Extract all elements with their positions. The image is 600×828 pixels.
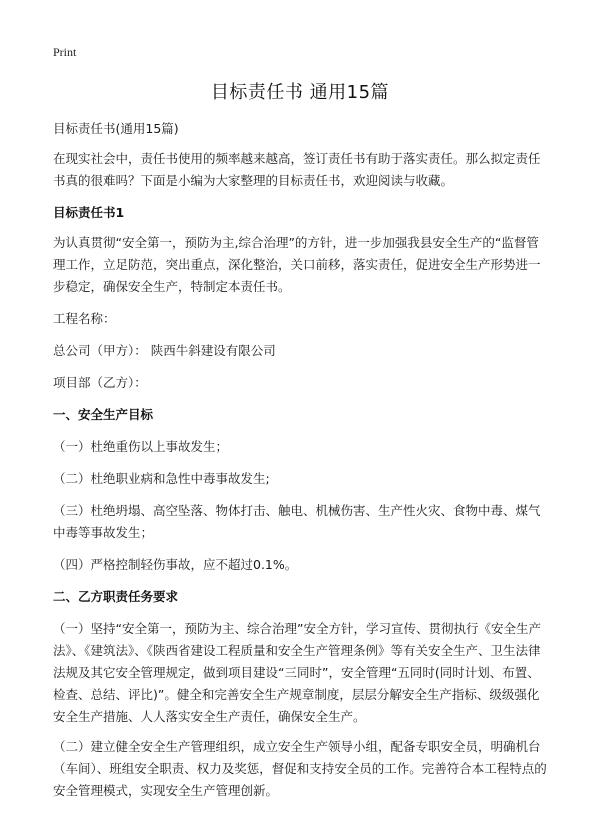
page-title: 目标责任书 通用15篇 [210, 82, 390, 103]
print-link[interactable]: Print [53, 45, 77, 59]
party-a-line: 总公司（甲方）： 陕西牛斜建设有限公司 [53, 343, 276, 358]
party-b-line: 项目部（乙方）： [53, 375, 147, 390]
heading-safety-goals: 一、安全生产目标 [53, 407, 154, 422]
section-heading: 目标责任书1 [53, 205, 125, 220]
document-body [53, 118, 548, 802]
document-subtitle: 目标责任书(通用15篇) [53, 121, 179, 136]
duty-item: （二）建立健全安全生产管理组织，成立安全生产领导小组，配备专职安全员，明确机台（车间）、班组安全职责、权力及奖惩，督促和支持安全员的工作。完善符合本工程特点的安全管理模式，实现安全生产管理创新。 [53, 739, 547, 798]
heading-duties: 二、乙方职责任务要求 [53, 589, 179, 604]
goal-item: （一）杜绝重伤以上事故发生； [53, 439, 229, 454]
duty-item: （一）坚持“安全第一，预防为主、综合治理”安全方针，学习宣传、贯彻执行《安全生产法》、《建筑法》、《陕西省建设工程质量和安全生产管理条例》等有关安全生产、卫生法律法规及其它安全管理规定，做到项目建设“三同时”，安全管理“五同时(同时计划、布置、检查、总结、评比)”。健全和完善安全生产规章制度，层层分解安全生产指标、级级强化安全生产措施、人人落实安全生产责任，确保安全生产。 [53, 621, 541, 724]
goal-item: （三）杜绝坍塌、高空坠落、物体打击、触电、机械伤害、生产性火灾、食物中毒、煤气中毒等事故发生； [53, 503, 541, 540]
goal-item: （二）杜绝职业病和急性中毒事故发生; [53, 471, 270, 486]
goal-item: （四）严格控制轻伤事故，应不超过0.1%。 [53, 557, 298, 572]
intro-paragraph: 在现实社会中，责任书使用的频率越来越高，签订责任书有助于落实责任。那么拟定责任书真的很难吗？下面是小编为大家整理的目标责任书，欢迎阅读与收藏。 [53, 151, 541, 188]
section1-paragraph: 为认真贯彻“安全第一，预防为主,综合治理”的方针，进一步加强我县安全生产的“监督管理工作，立足防范，突出重点，深化整治，关口前移，落实责任，促进安全生产形势进一步稳定，确保安全生产，特制定本责任书。 [53, 235, 541, 294]
project-name-line: 工程名称： [53, 311, 116, 326]
